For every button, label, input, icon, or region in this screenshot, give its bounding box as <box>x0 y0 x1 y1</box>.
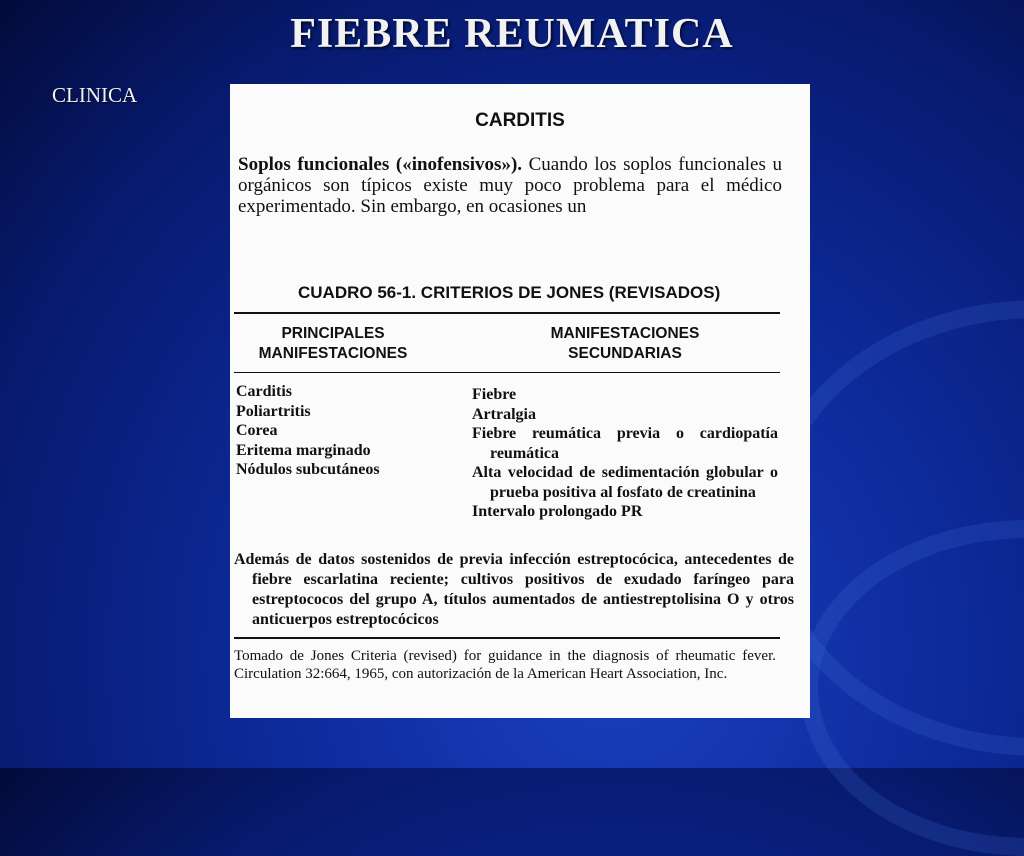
secondary-list <box>472 385 778 522</box>
secondary-header-line: MANIFESTACIONES <box>550 325 700 342</box>
list-item: Poliartritis <box>236 402 311 420</box>
principal-header <box>248 324 418 364</box>
list-item: Alta velocidad de sedimentación globular o prueba positiva al fosfato de creatinina <box>472 464 778 501</box>
paragraph-lead: Soplos funcionales («inofensivos»). <box>238 154 523 175</box>
slide-title: FIEBRE REUMATICA <box>290 11 734 57</box>
list-item: Artralgia <box>472 405 536 423</box>
list-item: Intervalo prolongado PR <box>472 503 643 520</box>
slide-subtitle: CLINICA <box>52 83 138 107</box>
paragraph-text: Cuando los soplos funcionales u orgánicos son típicos existe muy poco problema para el médico experimentado. Sin embargo, en ocasiones un <box>238 154 782 217</box>
list-item: Eritema marginado <box>236 441 371 459</box>
list-item: Carditis <box>236 383 292 400</box>
secondary-header-line: SECUNDARIAS <box>568 345 682 362</box>
list-item: Corea <box>236 422 278 439</box>
source-citation: Tomado de Jones Criteria (revised) for guidance in the diagnosis of rheumatic fever. Circulation 32:664, 1965, con autorización de la American Heart Association, Inc. <box>234 648 776 682</box>
table-top-rule <box>234 312 780 314</box>
table-title: CUADRO 56-1. CRITERIOS DE JONES (REVISADOS) <box>298 283 721 302</box>
scanned-document <box>230 84 810 718</box>
table-bottom-rule <box>234 637 780 639</box>
table-footnote: Además de datos sostenidos de previa infección estreptocócica, antecedentes de fiebre escarlatina reciente; cultivos positivos de exudado faríngeo para estreptococos del grupo A, títulos aumentados de antiestreptolisina O y otros anticuerpos estreptocócicos <box>234 551 794 628</box>
list-item: Fiebre reumática previa o cardiopatía reumática <box>472 425 778 462</box>
carditis-paragraph <box>238 154 782 217</box>
secondary-header <box>530 324 720 364</box>
section-title: CARDITIS <box>475 110 565 131</box>
table-header-rule <box>234 372 780 373</box>
list-item: Fiebre <box>472 386 517 403</box>
principal-list <box>236 382 456 480</box>
list-item: Nódulos subcutáneos <box>236 461 380 478</box>
principal-header-line: PRINCIPALES <box>281 325 385 342</box>
principal-header-line: MANIFESTACIONES <box>258 345 408 362</box>
